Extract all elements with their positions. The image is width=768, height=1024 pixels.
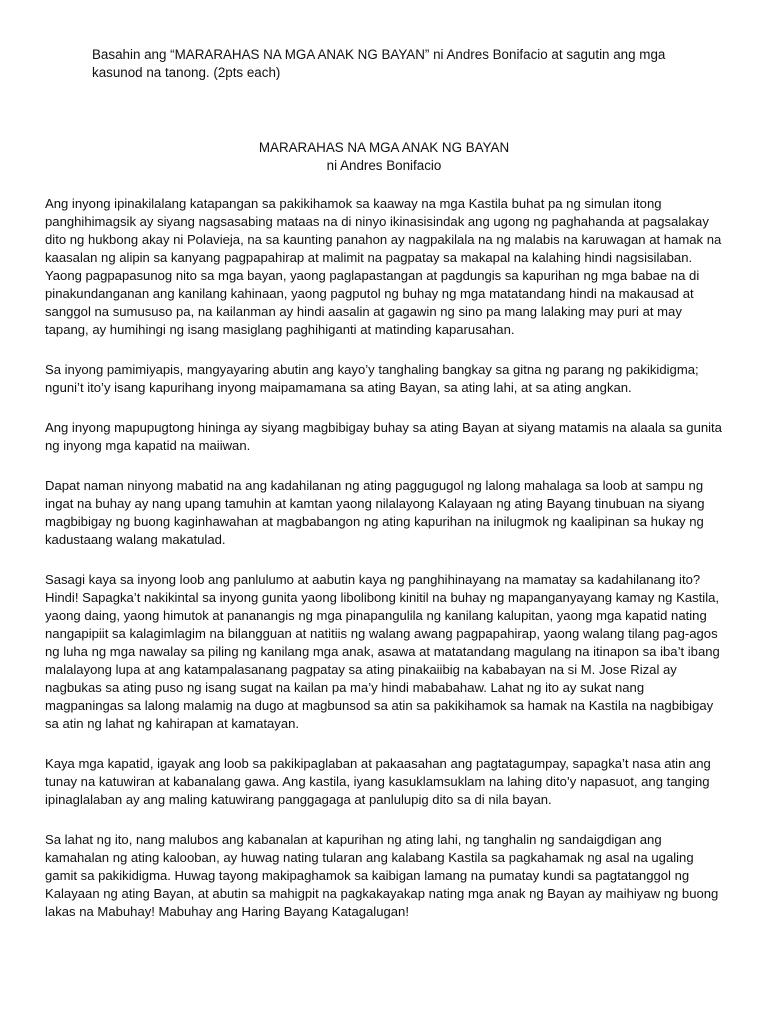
paragraph: Sa lahat ng ito, nang malubos ang kabanalan at kapurihan ng ating lahi, ng tanghalin ng sandaigdigan ang kamahalan ng ating kalooban, ay huwag nating tularan ang kalabang Kastila sa pagkahamak ng asal na ugaling gamit sa pakikidigma. Huwag tayong makipaghamok sa kaibigan lamang na pumatay kundi sa pagtatanggol ng Kalayaan ng ating Bayan, at abutin sa mahigpit na pagkakayakap nating mga anak ng Bayan ay maihiyaw ng buong lakas na Mabuhay! Mabuhay ang Haring Bayang Katagalugan! [45,832,719,919]
document-title: MARARAHAS NA MGA ANAK NG BAYAN [258,140,510,155]
paragraph: Ang inyong mapupugtong hininga ay siyang magbibigay buhay sa ating Bayan at siyang matamis na alaala sa gunita ng inyong mga kapatid na maiiwan. [45,420,722,453]
paragraph: Ang inyong ipinakilalang katapangan sa pakikihamok sa kaaway na mga Kastila buhat pa ng simulan itong panghihimagsik ay siyang nagsasabing mataas na di ninyo ikinasisindak ang ugong ng paghahanda at pagsalakay dito ng hukbong akay ni Polavieja, na sa kaunting panahon ay nagpakilala na ng malabis na karuwagan at hamak na kaasalan ng alipin sa kanyang pagpapahirap at malimit na pagpatay sa makapal na kalahing hindi nagsisilaban. Yaong pagpapasunog nito sa mga bayan, yaong paglapastangan at pagdungis sa kapurihan ng mga babae na di pinakundanganan ang kanilang kahinaan, yaong pagputol ng buhay ng mga matatandang hindi na makausad at sanggol na sumususo pa, na kailanman ay hindi aasalin at gagawin ng sino pa mang lalaking may puri at may tapang, ay humihingi ng isang masiglang paghihiganti at matinding kaparusahan. [45,196,722,337]
document-author: ni Andres Bonifacio [326,158,442,173]
paragraph: Dapat naman ninyong mabatid na ang kadahilanan ng ating paggugugol ng lalong mahalaga sa loob at sampu ng ingat na buhay ay nang upang tamuhin at kamtan yaong nilalayong Kalayaan ng ating Bayang tinubuan na siyang magbibigay ng buong kaginhawahan at magbabangon ng ating kapurihan na inilugmok ng kaalipinan sa hukay ng kadustaang walang makatulad. [45,478,705,547]
document-body [45,195,725,943]
title-block [0,139,768,175]
paragraph: Sa inyong pamimiyapis, mangyayaring abutin ang kayo’y tanghaling bangkay sa gitna ng parang ng pakikidigma; nguni’t ito’y isang kapurihang inyong maipamamana sa ating Bayan, sa ating lahi, at sa ating angkan. [45,362,699,395]
instructions-text: Basahin ang “MARARAHAS NA MGA ANAK NG BAYAN” ni Andres Bonifacio at sagutin ang mga kasunod na tanong. (2pts each) [92,47,666,80]
paragraph: Kaya mga kapatid, igayak ang loob sa pakikipaglaban at pakaasahan ang pagtatagumpay, sapagka’t nasa atin ang tunay na katuwiran at kabanalang gawa. Ang kastila, iyang kasuklamsuklam na lahing dito’y napasuot, ang tanging ipinaglalaban ay ang maling katuwirang panggagaga at panlulupig dito sa di nila bayan. [45,756,711,807]
paragraph: Sasagi kaya sa inyong loob ang panlulumo at aabutin kaya ng panghihinayang na mamatay sa kadahilanang ito? Hindi! Sapagka’t nakikintal sa inyong gunita yaong libolibong kinitil na buhay ng mapanganyayang kamay ng Kastila, yaong daing, yaong himutok at pananangis ng mga pinapangulila ng kanilang kalupitan, yaong mga kapatid nating nangapipiit sa kalagimlagim na bilangguan at natitiis ng walang awang pagpapahirap, yaong walang tilang pag-agos ng luha ng mga nawalay sa piling ng kanilang mga anak, asawa at matatandang magulang na itinapon sa iba’t ibang malalayong lupa at ang katampalasanang pagpatay sa ating pinakaiibig na kababayan na si M. Jose Rizal ay nagbukas sa ating puso ng isang sugat na kailan pa ma’y hindi mababahaw. Lahat ng ito ay sukat nang magpaningas sa lalong malamig na dugo at magbunsod sa atin sa pakikihamok sa hamak na Kastila na nagbibigay sa atin ng lahat ng kahirapan at kamatayan. [45,572,720,731]
